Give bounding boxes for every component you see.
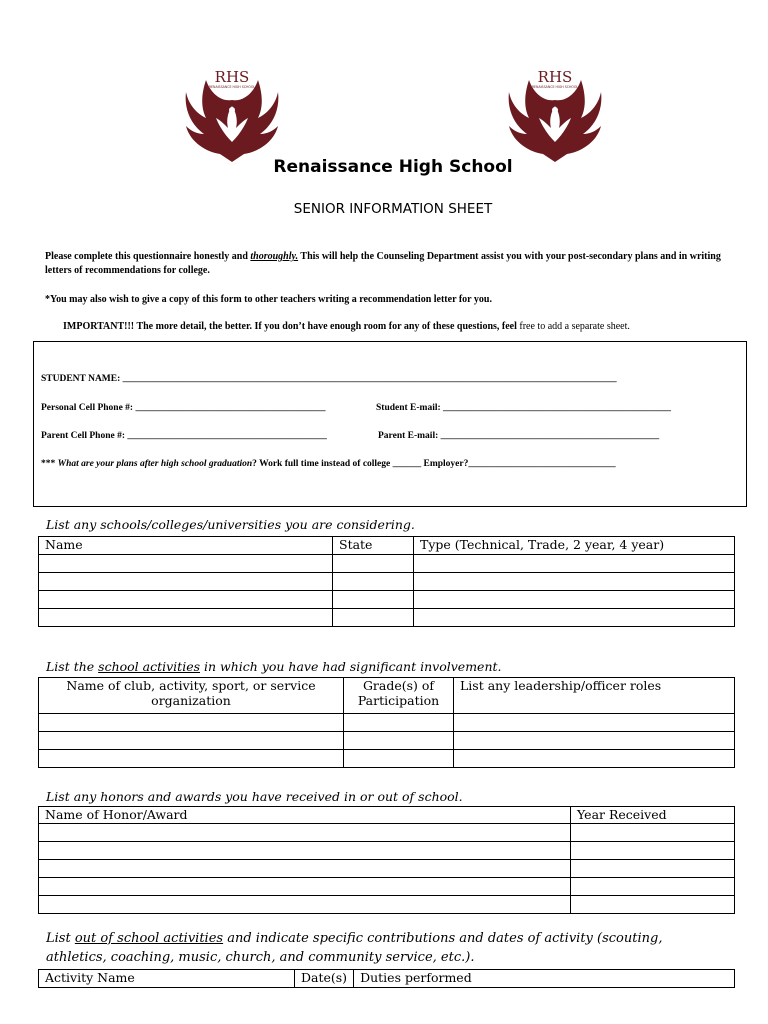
honors-col-year: Year Received <box>571 807 735 824</box>
parent-cell-field[interactable]: Parent Cell Phone #: __________________________________________ <box>41 431 327 441</box>
outside-table <box>38 969 735 988</box>
rhs-phoenix-logo-right <box>503 62 607 166</box>
schools-col-type: Type (Technical, Trade, 2 year, 4 year) <box>414 537 735 555</box>
schools-col-state: State <box>333 537 414 555</box>
honors-table <box>38 806 735 914</box>
parent-email-field[interactable]: Parent E-mail: ______________________________________________ <box>378 431 660 441</box>
table-row[interactable] <box>39 878 735 896</box>
table-row[interactable] <box>39 842 735 860</box>
honors-col-name: Name of Honor/Award <box>39 807 571 824</box>
student-info-box <box>33 341 747 507</box>
svg-text:RENAISSANCE HIGH SCHOOL: RENAISSANCE HIGH SCHOOL <box>531 85 579 89</box>
copy-note: *You may also wish to give a copy of this form to other teachers writing a recommendation letter for you. <box>45 294 492 305</box>
table-row[interactable] <box>39 591 735 609</box>
outside-col-duties: Duties performed <box>354 970 735 988</box>
outside-col-activity: Activity Name <box>39 970 295 988</box>
logo-text: RHS <box>214 68 250 86</box>
table-row[interactable] <box>39 860 735 878</box>
schools-table <box>38 536 735 627</box>
activities-table <box>38 677 735 768</box>
plans-question[interactable]: *** What are your plans after high school graduation? Work full time instead of college ______ Employer?_______________________________ <box>41 459 616 469</box>
svg-text:RENAISSANCE HIGH SCHOOL: RENAISSANCE HIGH SCHOOL <box>208 85 256 89</box>
table-row[interactable] <box>39 896 735 914</box>
personal-cell-field[interactable]: Personal Cell Phone #: ________________________________________ <box>41 403 326 413</box>
honors-heading: List any honors and awards you have received in or out of school. <box>46 789 463 804</box>
rhs-phoenix-logo-left <box>180 62 284 166</box>
sheet-title: SENIOR INFORMATION SHEET <box>293 201 493 217</box>
outside-heading-line2: athletics, coaching, music, church, and community service, etc.). <box>46 950 475 965</box>
activities-col-name: Name of club, activity, sport, or service organization <box>39 678 344 714</box>
table-row[interactable] <box>39 573 735 591</box>
activities-col-grade: Grade(s) of Participation <box>344 678 454 714</box>
table-row[interactable] <box>39 750 735 768</box>
schools-col-name: Name <box>39 537 333 555</box>
activities-col-roles: List any leadership/officer roles <box>454 678 735 714</box>
logo-text: RHS <box>537 68 573 86</box>
student-name-field[interactable]: STUDENT NAME: ________________________________________________________________________________________________________ <box>41 374 617 384</box>
table-row[interactable] <box>39 824 735 842</box>
schools-heading: List any schools/colleges/universities you are considering. <box>46 517 415 532</box>
important-note: IMPORTANT!!! The more detail, the better. If you don’t have enough room for any of these questions, feel free to add a separate sheet. <box>63 321 630 332</box>
table-row[interactable] <box>39 609 735 627</box>
school-name: Renaissance High School <box>273 157 513 177</box>
table-row[interactable] <box>39 732 735 750</box>
table-row[interactable] <box>39 555 735 573</box>
student-email-field[interactable]: Student E-mail: ________________________________________________ <box>376 403 672 413</box>
table-row[interactable] <box>39 714 735 732</box>
outside-heading: List out of school activities and indicate specific contributions and dates of activity (scouting, <box>46 931 663 946</box>
activities-heading: List the school activities in which you have had significant involvement. <box>46 659 502 674</box>
outside-col-dates: Date(s) <box>295 970 354 988</box>
intro-paragraph: Please complete this questionnaire honestly and thoroughly. This will help the Counseling Department assist you with your post-secondary plans and in writing letters of recommendations for college. <box>45 251 721 276</box>
